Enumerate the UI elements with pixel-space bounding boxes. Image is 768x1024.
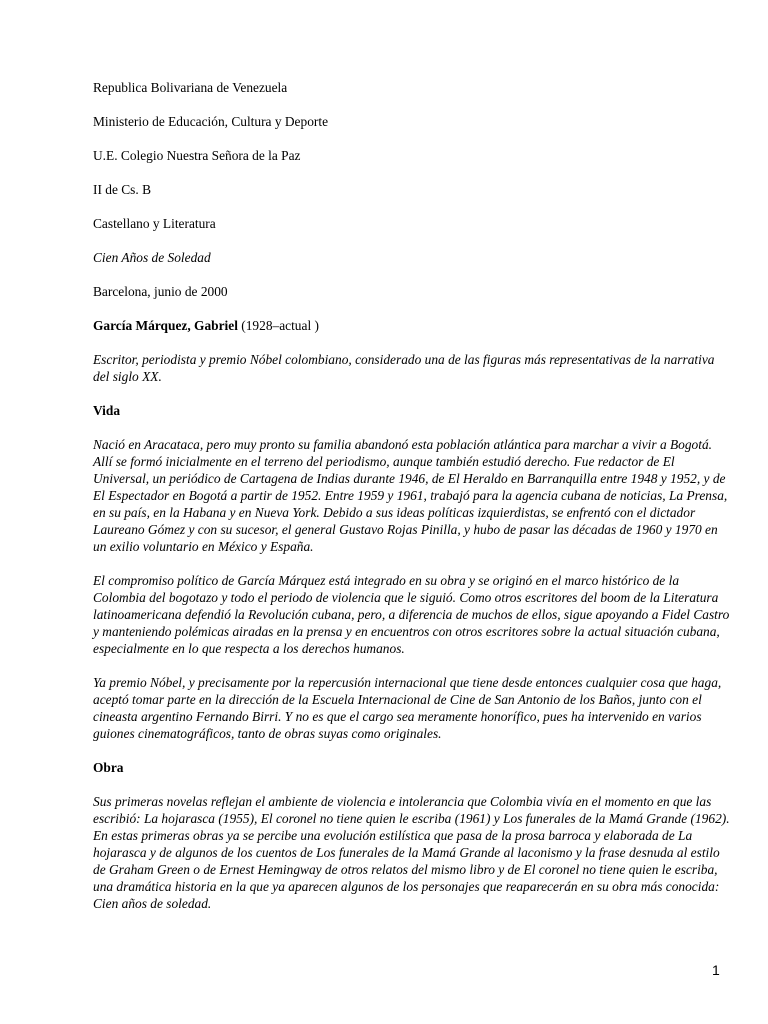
vida-paragraph-1: Nació en Aracataca, pero muy pronto su familia abandonó esta población atlántica para marchar a vivir a Bogotá. Allí se formó inicialmente en el terreno del periodismo, aunque también estudió derecho. Fue redactor de El Universal, un periódico de Cartagena de Indias durante 1946, de El Heraldo en Barranquilla entre 1948 y 1952, y de El Espectador en Bogotá a partir de 1952. Entre 1959 y 1961, trabajó para la agencia cubana de noticias, La Prensa, en su país, en la Habana y en Nueva York. Debido a sus ideas políticas izquierdistas, se enfrentó con el dictador Laureano Gómez y con su sucesor, el general Gustavo Rojas Pinilla, y hubo de pasar las décadas de 1960 y 1970 en un exilio voluntario en México y España. — [93, 437, 728, 554]
place-date: Barcelona, junio de 2000 — [93, 284, 228, 299]
author-heading — [93, 317, 733, 334]
course-line: II de Cs. B — [93, 182, 152, 197]
vida-paragraph-2: El compromiso político de García Márquez está integrado en su obra y se originó en el marco histórico de la Colombia del bogotazo y todo el periodo de violencia que le siguió. Como otros escritores del boom de la Literatura latinoamericana defendió la Revolución cubana, pero, a diferencia de muchos de ellos, sigue apoyando a Fidel Castro y manteniendo polémicas airadas en la prensa y en encuentros con otros escritores sobre la actual situación cubana, especialmente en lo que respecta a los derechos humanos. — [93, 573, 730, 656]
work-title: Cien Años de Soledad — [93, 250, 211, 265]
vida-paragraph-3: Ya premio Nóbel, y precisamente por la repercusión internacional que tiene desde entonces cualquier cosa que haga, aceptó tomar parte en la dirección de la Escuela Internacional de Cine de San Antonio de los Baños, junto con el cineasta argentino Fernando Birri. Y no es que el cargo sea meramente honorífico, pues ha intervenido en varios guiones cinematográficos, tanto de obras suyas como originales. — [93, 675, 722, 741]
subject-line: Castellano y Literatura — [93, 216, 216, 231]
school-line: U.E. Colegio Nuestra Señora de la Paz — [93, 148, 301, 163]
author-dates: (1928–actual ) — [237, 318, 319, 333]
author-summary: Escritor, periodista y premio Nóbel colombiano, considerado una de las figuras más representativas de la narrativa del siglo XX. — [93, 352, 715, 384]
obra-paragraph-1: Sus primeras novelas reflejan el ambiente de violencia e intolerancia que Colombia vivía en el momento en que las escribió: La hojarasca (1955), El coronel no tiene quien le escriba (1961) y Los funerales de la Mamá Grande (1962). En estas primeras obras ya se percibe una evolución estilística que pasa de la prosa barroca y elaborada de La hojarasca y de algunos de los cuentos de Los funerales de la Mamá Grande al laconismo y la frase desnuda al estilo de Graham Green o de Ernest Hemingway de otros relatos del mismo libro y de El coronel no tiene quien le escriba, una dramática historia en la que ya aparecen algunos de los personajes que reaparecerán en su obra más conocida: Cien años de soledad. — [93, 794, 730, 911]
republic-line: Republica Bolivariana de Venezuela — [93, 80, 288, 95]
section-heading-vida: Vida — [93, 403, 121, 418]
document-body — [93, 79, 733, 929]
page-number: 1 — [712, 962, 720, 978]
ministry-line: Ministerio de Educación, Cultura y Deporte — [93, 114, 329, 129]
section-heading-obra: Obra — [93, 760, 124, 775]
author-name: García Márquez, Gabriel — [93, 318, 238, 333]
